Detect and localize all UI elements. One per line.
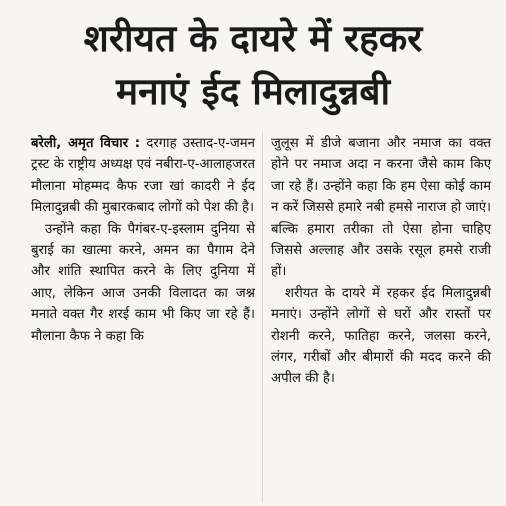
paragraph-3: जुलूस में डीजे बजाना और नमाज का वक्त होने पर नमाज अदा न करना जैसे काम किए जा रहे हैं। उन्होंने कहा कि हम ऐसा कोई काम न करें जिससे हमारे नबी हमसे नाराज हो जाएं। बल्कि हमारा तरीका तो ऐसा होना चाहिए जिससे अल्लाह और उसके रसूल हमसे राजी हों। (271, 136, 491, 280)
column-divider (262, 132, 263, 502)
article-column-right (271, 133, 491, 390)
paragraph-2: उन्होंने कहा कि पैगंबर-ए-इस्लाम दुनिया से बुराई का खात्मा करने, अमन का पैगाम देने और शांति स्थापित करने के लिए दुनिया में आए, लेकिन आज उनकी विलादत का जश्न मनाते वक्त गैर शरई काम भी किए जा रहे हैं। मौलाना कैफ ने कहा कि (31, 221, 255, 344)
paragraph-4: शरीयत के दायरे में रहकर ईद मिलादुन्नबी मनाएं। उन्होंने लोगों से घरों और रास्तों पर रोशनी करने, फातिहा करने, जलसा करने, लंगर, गरीबों और बीमारों की मदद करने की अपील की है। (271, 285, 491, 387)
headline-line-1: शरीयत के दायरे में रहकर (83, 17, 423, 60)
headline-line-2: मनाएं ईद मिलादुन्नबी (115, 70, 391, 113)
article-column-left (31, 133, 255, 347)
paragraph-1-text: दरगाह उस्ताद-ए-जमन ट्रस्ट के राष्ट्रीय अध्यक्ष एवं नबीरा-ए-आलाहजरत मौलाना मोहम्मद कैफ रजा खां कादरी ने ईद मिलादुन्नबी की मुबारकबाद लोगों को पेश की है। (31, 136, 255, 216)
dateline: बरेली, अमृत विचार : (31, 136, 141, 151)
paragraph-1 (31, 133, 255, 219)
